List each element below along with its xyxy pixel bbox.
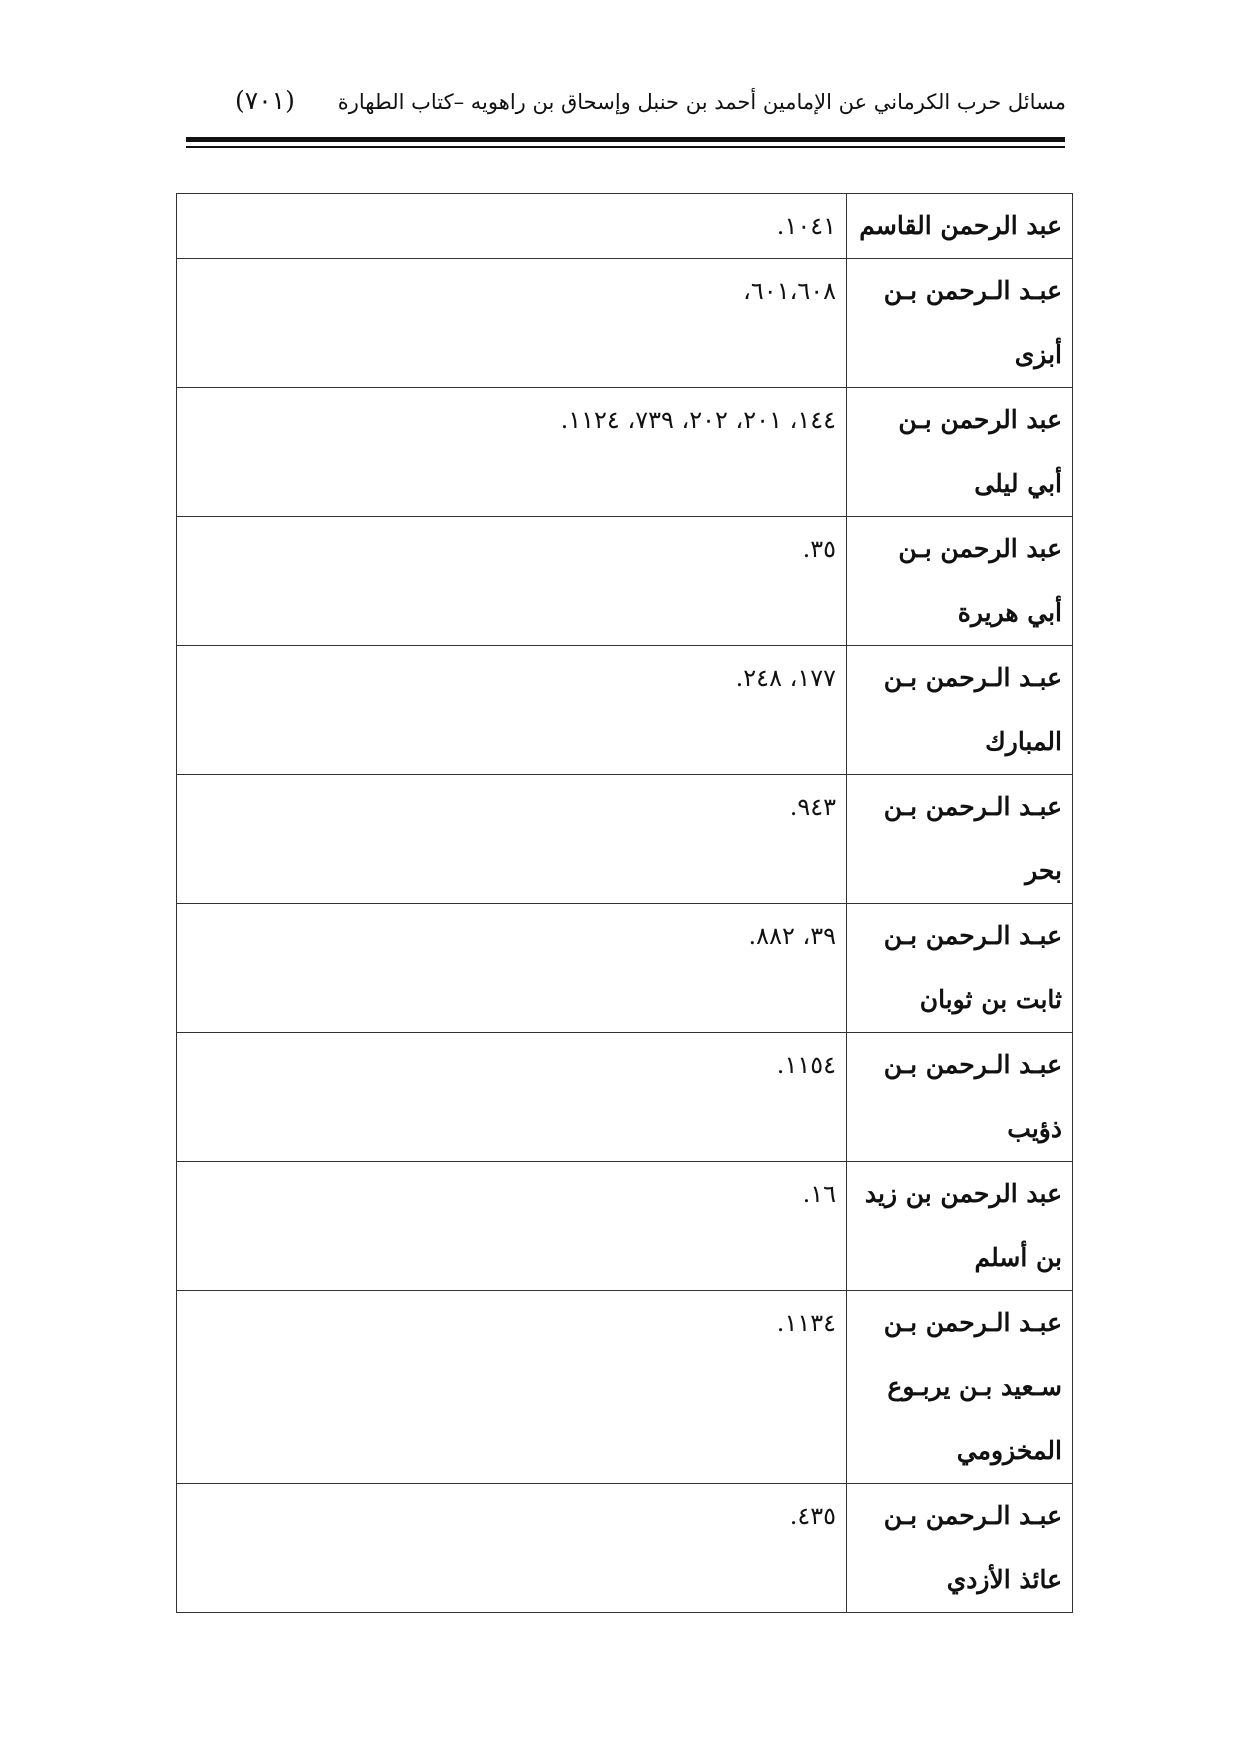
pages-cell: ٦٠١،٦٠٨،	[177, 259, 847, 388]
index-table	[176, 193, 1073, 1613]
pages-cell: ١٤٤، ٢٠١، ٢٠٢، ٧٣٩، ١١٢٤.	[177, 388, 847, 517]
pages-cell: ١٠٤١.	[177, 194, 847, 259]
header-rule-thin	[186, 146, 1065, 148]
running-header	[210, 84, 1066, 124]
pages-cell: ٩٤٣.	[177, 775, 847, 904]
pages-cell: ١١٣٤.	[177, 1291, 847, 1484]
table-row	[177, 1162, 1073, 1291]
table-row	[177, 1291, 1073, 1484]
pages-cell: ١١٥٤.	[177, 1033, 847, 1162]
name-cell: عبـد الـرحمن بـن سـعيد بـن يربـوع المخزومي	[847, 1291, 1073, 1484]
name-cell: عبـد الـرحمن بـن المبارك	[847, 646, 1073, 775]
name-cell: عبـد الـرحمن بـن عائذ الأزدي	[847, 1484, 1073, 1613]
name-cell: عبـد الـرحمن بـن ذؤيب	[847, 1033, 1073, 1162]
table-row	[177, 904, 1073, 1033]
pages-cell: ٣٩، ٨٨٢.	[177, 904, 847, 1033]
name-cell: عبد الرحمن القاسم	[847, 194, 1073, 259]
pages-cell: ١٦.	[177, 1162, 847, 1291]
pages-cell: ٣٥.	[177, 517, 847, 646]
table-row	[177, 259, 1073, 388]
table-row	[177, 1033, 1073, 1162]
page-number: (٧٠١)	[235, 86, 295, 115]
pages-cell: ١٧٧، ٢٤٨.	[177, 646, 847, 775]
name-cell: عبد الرحمن بن زيد بن أسلم	[847, 1162, 1073, 1291]
table-row	[177, 517, 1073, 646]
table-row	[177, 388, 1073, 517]
table-row	[177, 194, 1073, 259]
table-row	[177, 1484, 1073, 1613]
name-cell: عبـد الـرحمن بـن بحر	[847, 775, 1073, 904]
name-cell: عبـد الـرحمن بـن ثابت بن ثوبان	[847, 904, 1073, 1033]
header-title: مسائل حرب الكرماني عن الإمامين أحمد بن حنبل وإسحاق بن راهويه –كتاب الطهارة	[337, 90, 1066, 114]
pages-cell: ٤٣٥.	[177, 1484, 847, 1613]
header-rule-thick	[186, 137, 1065, 142]
name-cell: عبد الرحمن بـن أبي ليلى	[847, 388, 1073, 517]
table-row	[177, 646, 1073, 775]
table-row	[177, 775, 1073, 904]
name-cell: عبـد الـرحمن بـن أبزى	[847, 259, 1073, 388]
name-cell: عبد الرحمن بـن أبي هريرة	[847, 517, 1073, 646]
